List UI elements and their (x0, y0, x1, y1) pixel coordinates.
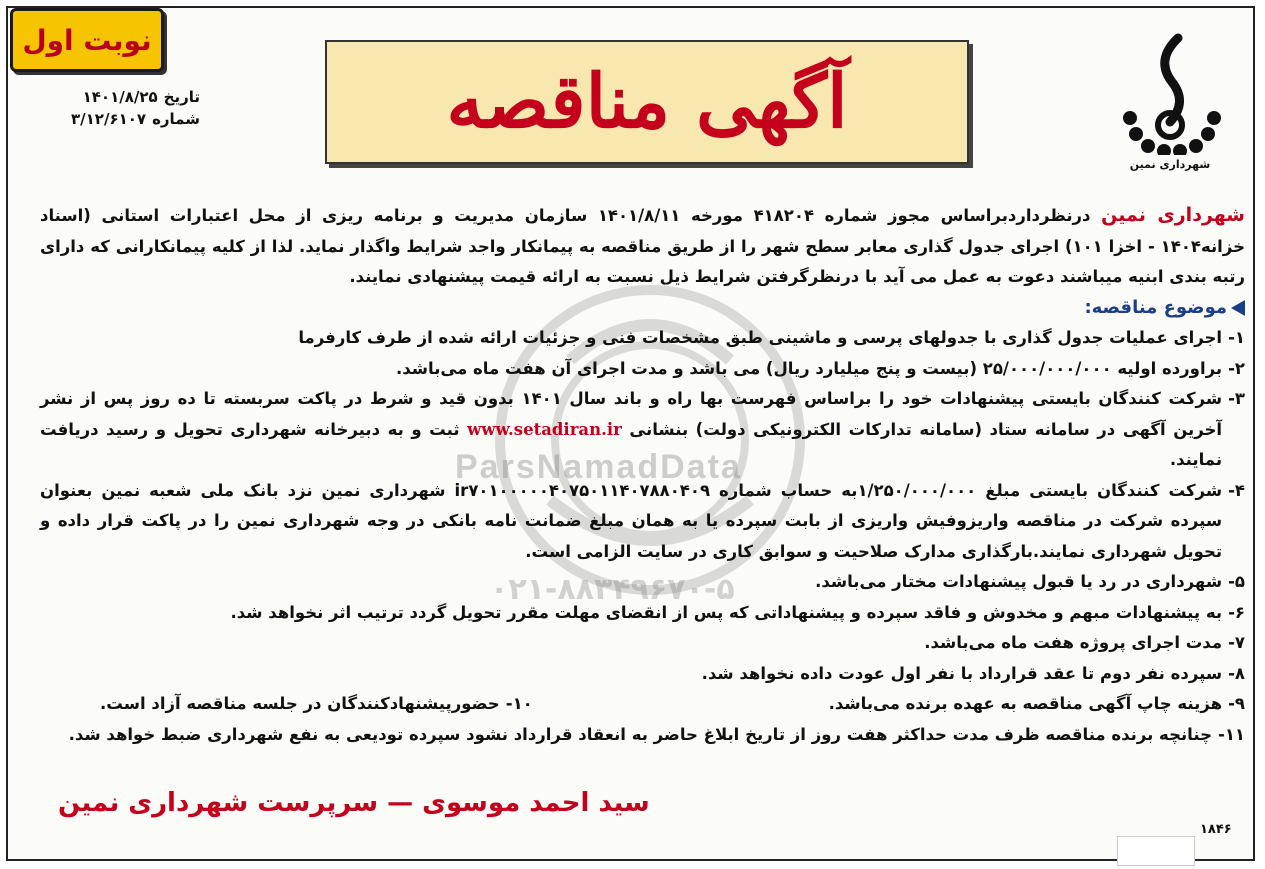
item-text: چنانچه برنده مناقصه ظرف مدت حداکثر هفت روز از تاریخ ابلاغ حاضر به انعقاد قرارداد نشود سپرده تودیعی به نفع شهرداری ضبط خواهد شد. (68, 724, 1212, 744)
item-text: براورده اولیه ۲۵/۰۰۰/۰۰۰/۰۰۰ (بیست و پنج میلیارد ریال) می باشد و مدت اجرای آن هفت ماه می‌باشد. (395, 358, 1223, 378)
list-item (40, 659, 1245, 690)
municipality-logo-icon (1100, 30, 1240, 155)
signature: سید احمد موسوی — سرپرست شهرداری نمین (58, 788, 650, 818)
setadiran-link[interactable]: www.setadiran.ir (467, 419, 622, 439)
item-text: به پیشنهادات مبهم و مخدوش و فاقد سپرده و پیشنهاداتی که پس از انقضای مهلت مقرر تحویل گردد ترتیب اثر نخواهد شد. (230, 602, 1223, 622)
item-text: حضورپیشنهادکنندگان در جلسه مناقصه آزاد است. (100, 694, 500, 713)
item-number: ۸- (1228, 663, 1245, 683)
subject-label: موضوع مناقصه: (1084, 296, 1227, 318)
page-title: آگهی مناقصه (446, 59, 848, 145)
list-item (40, 384, 1245, 476)
arrow-icon (1231, 300, 1245, 316)
list-item (40, 354, 1245, 385)
item-text: مدت اجرای پروژه هفت ماه می‌باشد. (924, 633, 1223, 652)
item-number: ۱۰- (505, 694, 533, 713)
item-number: ۶- (1228, 602, 1245, 622)
watermark-phone: ۰۲۱-۸۸۳۴۹۶۷۰-۵ (490, 572, 735, 607)
round-badge (10, 8, 164, 72)
item-number: ۴- (1228, 480, 1245, 500)
item-text: شرکت کنندگان بایستی مبلغ ۱/۲۵۰/۰۰۰/۰۰۰به حساب شماره ir۷۰۱۰۰۰۰۰۴۰۷۵۰۱۱۴۰۷۸۸۰۴۰۹ شهرداری نمین نزد بانک ملی شعبه نمین بعنوان سپرده شرکت در مناقصه واریزوفیش واریزی از بابت سپرده یا به همان مبلغ ضمانت نامه بانکی در وجه شهرداری نمین را در پاکت قرار داده و تحویل شهرداری نمایند.بارگذاری مدارک صلاحیت و سوابق کاری در سایت الزامی است. (40, 480, 1223, 561)
item-number: ۹- (1228, 694, 1245, 713)
number-value: ۳/۱۲/۶۱۰۷ (71, 110, 147, 128)
item-text-part: شرکت کنندگان بایستی پیشنهادات خود را براساس فهرست بها راه و باند سال ۱۴۰۱ بدون قید و شرط در پاکت سربسته تا ده روز پس از نشر آخرین آگهی در سامانه ستاد (سامانه تدارکات الکترونیکی دولت) بنشانی (40, 389, 1223, 439)
org-name: شهرداری نمین (1101, 204, 1245, 226)
notice-body (40, 200, 1245, 750)
logo-caption: شهرداری نمین (1129, 158, 1211, 171)
item-number: ۲- (1228, 358, 1245, 378)
municipality-logo (1100, 30, 1240, 180)
subject-heading (40, 293, 1245, 324)
date-label: تاریخ (163, 88, 200, 106)
list-item (40, 567, 1245, 598)
item-number: ۷- (1228, 633, 1245, 652)
page-corner-tab (1117, 836, 1195, 866)
list-item (40, 323, 1245, 354)
item-number: ۱۱- (1217, 724, 1245, 744)
list-item (100, 689, 533, 720)
title-box (325, 40, 969, 164)
item-text: شهرداری در رد یا قبول پیشنهادات مختار می‌باشد. (815, 572, 1223, 591)
date-row (30, 86, 200, 108)
item-text (40, 384, 1222, 476)
item-number: ۳- (1228, 389, 1245, 408)
list-item (829, 689, 1245, 720)
item-text: هزینه چاپ آگهی مناقصه به عهده برنده می‌باشد. (828, 694, 1223, 713)
item-text: اجرای عملیات جدول گذاری با جدولهای پرسی و ماشینی طبق مشخصات فنی و جزئیات ارائه شده از طرف کارفرما (298, 328, 1223, 347)
list-item (40, 720, 1245, 751)
number-row (30, 108, 200, 130)
item-number: ۱- (1228, 328, 1245, 347)
date-value: ۱۴۰۱/۸/۲۵ (82, 88, 158, 106)
item-text-part: ثبت و به دبیرخانه شهرداری تحویل و رسید دریافت نمایند. (40, 419, 1223, 469)
list-item (40, 598, 1245, 629)
notice-meta (30, 86, 200, 130)
intro-paragraph (40, 200, 1245, 293)
intro-text: درنظرداردبراساس مجوز شماره ۴۱۸۲۰۴ مورخه ۱۴۰۱/۸/۱۱ سازمان مدیریت و برنامه ریزی از محل اعتبارات استانی (اسناد خزانه۱۴۰۴ - اخزا ۱۰۱) اجرای جدول گذاری معابر سطح شهر را از طریق مناقصه به پیمانکار واجد شرایط واگذار نماید. لذا از کلیه پیمانکارانی که دارای رتبه بندی ابنیه میباشند دعوت به عمل می آید با درنظرگرفتن شرایط ذیل نسبت به ارائه قیمت پیشنهادی نمایند. (40, 206, 1245, 286)
list-item (40, 476, 1245, 568)
watermark-brand: ParsNamadData (455, 448, 742, 486)
list-item (40, 628, 1245, 659)
round-badge-label: نوبت اول (22, 23, 152, 57)
footer-code: ۱۸۴۶ (1200, 822, 1232, 837)
item-text: سپرده نفر دوم تا عقد قرارداد با نفر اول عودت داده نخواهد شد. (701, 663, 1223, 683)
item-number: ۵- (1228, 572, 1245, 591)
dual-item-row (40, 689, 1245, 720)
number-label: شماره (152, 110, 200, 128)
